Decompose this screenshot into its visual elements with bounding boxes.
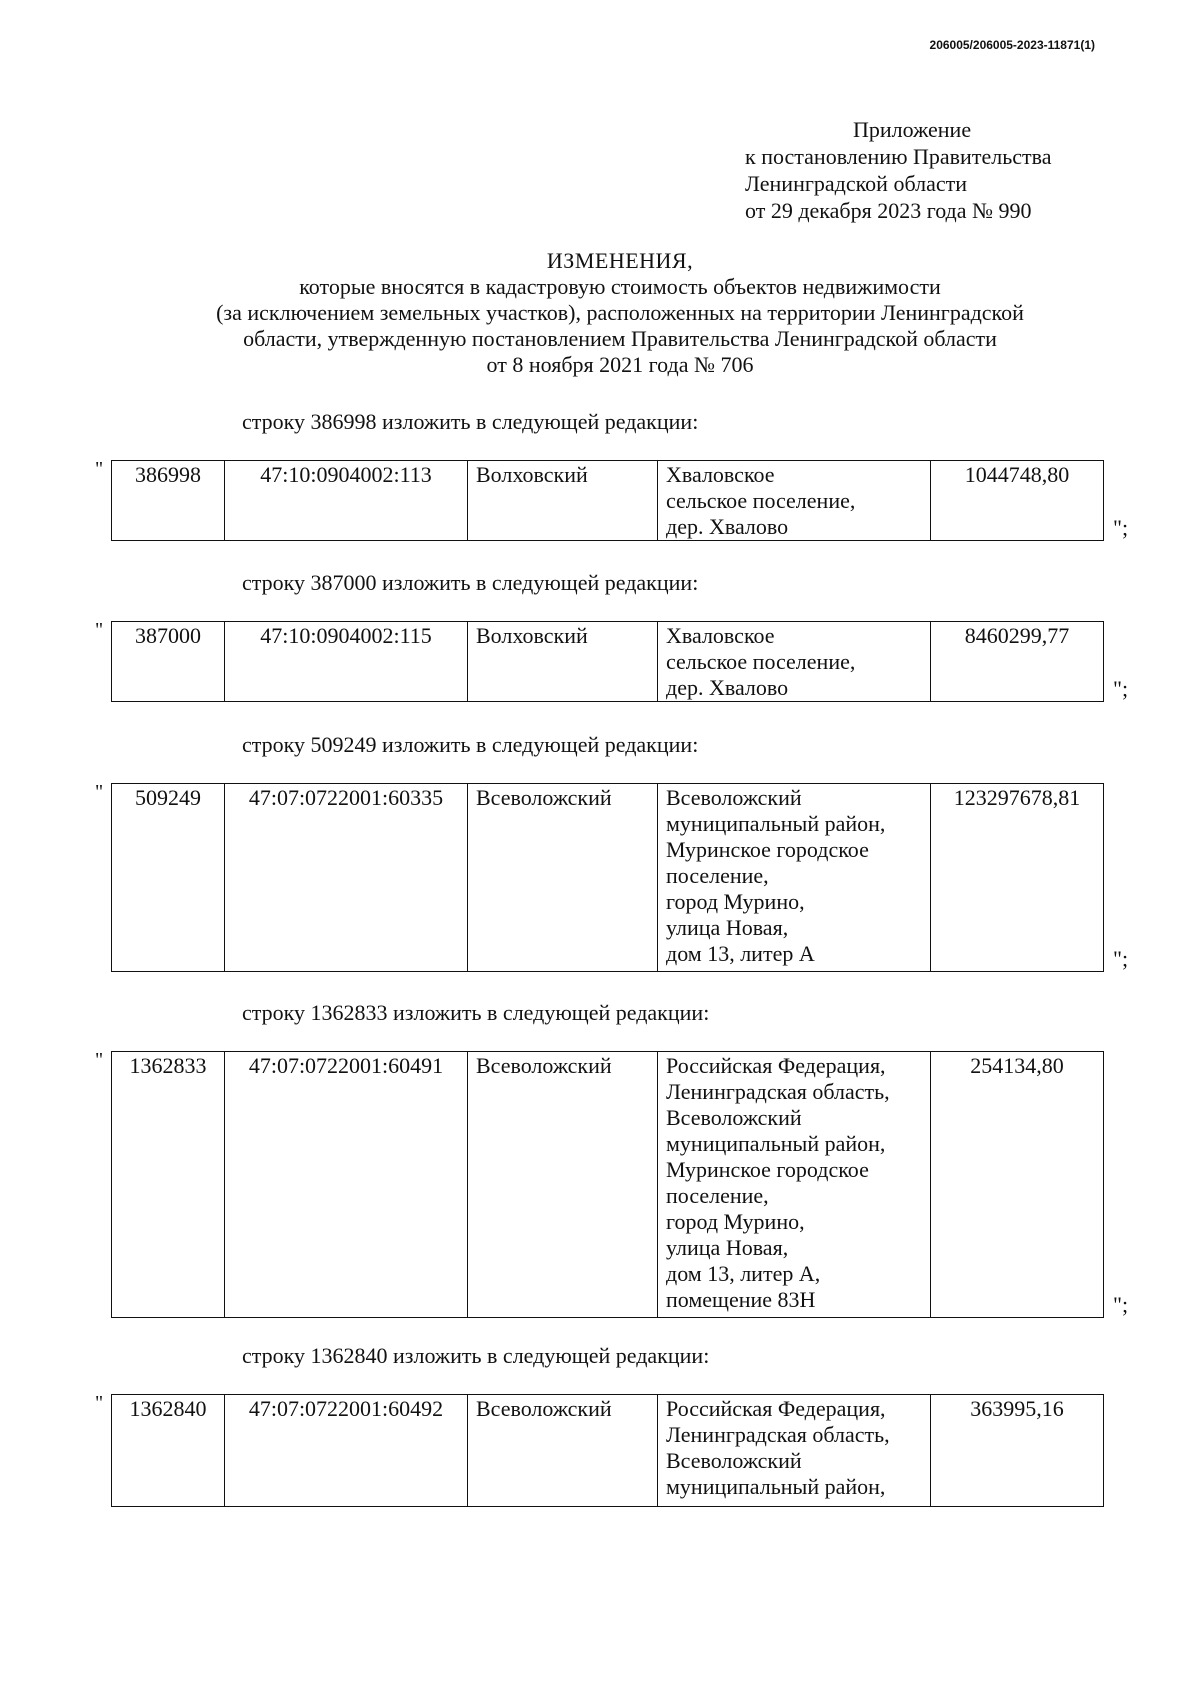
cadastral-value: 1044748,80 xyxy=(931,461,1104,541)
open-quote: " xyxy=(95,458,104,480)
address-line: поселение, xyxy=(666,1183,769,1208)
title-line: которые вносятся в кадастровую стоимость объектов недвижимости xyxy=(299,274,941,299)
appendix-header xyxy=(745,116,1175,224)
row-number: 1362840 xyxy=(112,1395,225,1507)
entry-table xyxy=(111,783,1104,972)
row-number: 509249 xyxy=(112,784,225,972)
address-line: Всеволожский xyxy=(666,785,802,810)
cadastral-number: 47:10:0904002:115 xyxy=(225,622,468,702)
row-number: 386998 xyxy=(112,461,225,541)
open-quote: " xyxy=(95,781,104,803)
table-row xyxy=(112,461,1104,541)
close-quote: "; xyxy=(1113,515,1129,540)
entry-instruction: строку 1362833 изложить в следующей редакции: xyxy=(242,1000,710,1025)
address-line: Хваловское xyxy=(666,623,775,648)
address-line: улица Новая, xyxy=(666,915,789,940)
address-line: муниципальный район, xyxy=(666,1474,886,1499)
open-quote: " xyxy=(95,1049,104,1071)
close-quote: "; xyxy=(1113,946,1129,971)
address-line: Всеволожский xyxy=(666,1105,802,1130)
cadastral-number: 47:10:0904002:113 xyxy=(225,461,468,541)
address-line: Российская Федерация, xyxy=(666,1396,886,1421)
entry-instruction: строку 386998 изложить в следующей редакции: xyxy=(242,409,699,434)
close-quote: "; xyxy=(1113,676,1129,701)
open-quote: " xyxy=(95,619,104,641)
table-row xyxy=(112,1395,1104,1507)
row-number: 387000 xyxy=(112,622,225,702)
address-line: сельское поселение, xyxy=(666,649,856,674)
address xyxy=(658,1052,931,1318)
entry-instruction: строку 387000 изложить в следующей редакции: xyxy=(242,570,699,595)
table-row xyxy=(112,1052,1104,1318)
row-number: 1362833 xyxy=(112,1052,225,1318)
address-line: дер. Хвалово xyxy=(666,675,789,700)
address xyxy=(658,784,931,972)
district: Волховский xyxy=(468,622,658,702)
cadastral-value: 8460299,77 xyxy=(931,622,1104,702)
district: Волховский xyxy=(468,461,658,541)
appendix-line: Приложение xyxy=(853,117,972,142)
entry-instruction: строку 1362840 изложить в следующей редакции: xyxy=(242,1343,710,1368)
address xyxy=(658,622,931,702)
cadastral-value: 123297678,81 xyxy=(931,784,1104,972)
cadastral-number: 47:07:0722001:60491 xyxy=(225,1052,468,1318)
entry-instruction: строку 509249 изложить в следующей редакции: xyxy=(242,732,699,757)
address-line: город Мурино, xyxy=(666,1209,805,1234)
table-row xyxy=(112,784,1104,972)
district: Всеволожский xyxy=(468,784,658,972)
address-line: Муринское городское xyxy=(666,1157,869,1182)
appendix-line: к постановлению Правительства xyxy=(745,144,1052,169)
cadastral-number: 47:07:0722001:60335 xyxy=(225,784,468,972)
cadastral-value: 363995,16 xyxy=(931,1395,1104,1507)
close-quote: "; xyxy=(1113,1292,1129,1317)
address-line: Всеволожский xyxy=(666,1448,802,1473)
address-line: дер. Хвалово xyxy=(666,514,789,539)
entry-table xyxy=(111,1051,1104,1318)
address-line: муниципальный район, xyxy=(666,1131,886,1156)
entry-table xyxy=(111,621,1104,702)
appendix-line: Ленинградской области xyxy=(745,171,967,196)
table-row xyxy=(112,622,1104,702)
address-line: Ленинградская область, xyxy=(666,1079,890,1104)
district: Всеволожский xyxy=(468,1395,658,1507)
title-line: (за исключением земельных участков), расположенных на территории Ленинградской xyxy=(216,300,1024,325)
address-line: муниципальный район, xyxy=(666,811,886,836)
address-line: дом 13, литер А xyxy=(666,941,815,966)
address-line: Хваловское xyxy=(666,462,775,487)
entry-table xyxy=(111,1394,1104,1507)
address-line: сельское поселение, xyxy=(666,488,856,513)
address-line: Ленинградская область, xyxy=(666,1422,890,1447)
address-line: помещение 83Н xyxy=(666,1287,816,1312)
title-line: области, утвержденную постановлением Правительства Ленинградской области xyxy=(243,326,997,351)
address-line: дом 13, литер А, xyxy=(666,1261,821,1286)
cadastral-value: 254134,80 xyxy=(931,1052,1104,1318)
appendix-line: от 29 декабря 2023 года № 990 xyxy=(745,198,1032,223)
document-id: 206005/206005-2023-11871(1) xyxy=(929,38,1095,52)
open-quote: " xyxy=(95,1392,104,1414)
address-line: город Мурино, xyxy=(666,889,805,914)
address xyxy=(658,1395,931,1507)
entry-table xyxy=(111,460,1104,541)
cadastral-number: 47:07:0722001:60492 xyxy=(225,1395,468,1507)
address-line: Муринское городское xyxy=(666,837,869,862)
title-line: от 8 ноября 2021 года № 706 xyxy=(486,352,754,377)
address xyxy=(658,461,931,541)
address-line: улица Новая, xyxy=(666,1235,789,1260)
title-heading: ИЗМЕНЕНИЯ, xyxy=(546,248,694,273)
document-title xyxy=(120,248,1120,378)
district: Всеволожский xyxy=(468,1052,658,1318)
address-line: поселение, xyxy=(666,863,769,888)
address-line: Российская Федерация, xyxy=(666,1053,886,1078)
